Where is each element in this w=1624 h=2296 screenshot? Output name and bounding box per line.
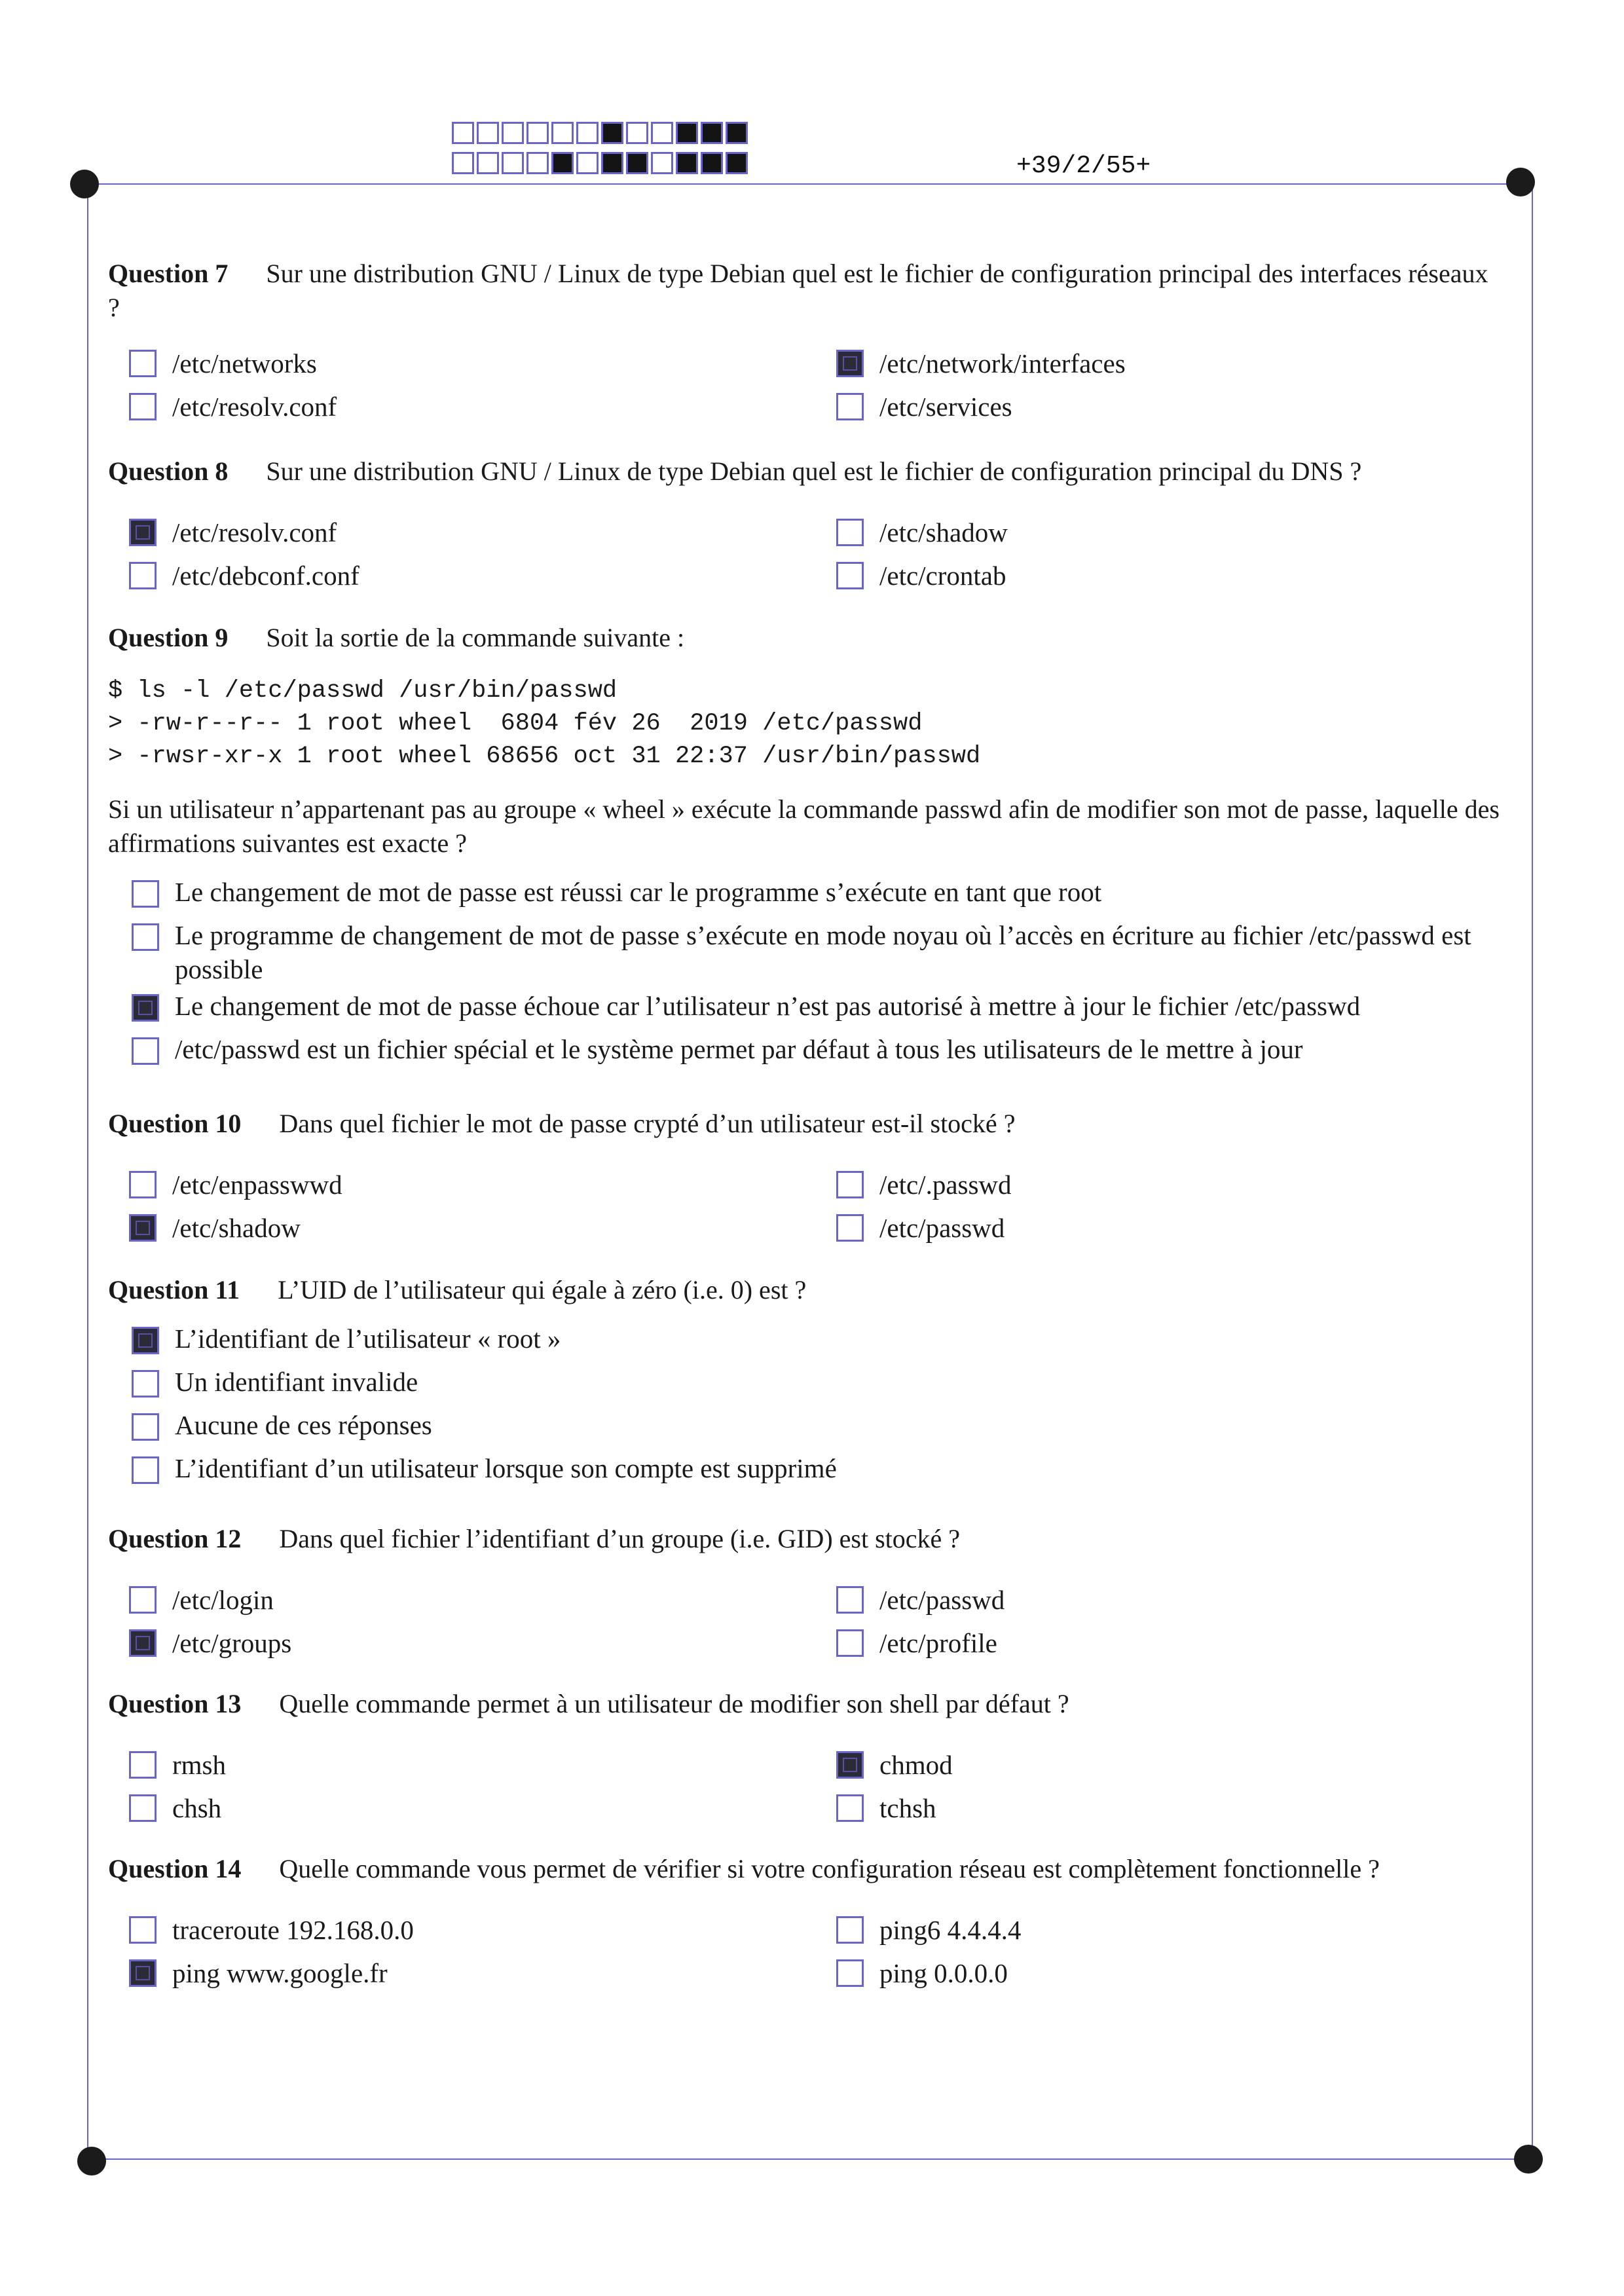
corner-mark-bottom-left [77, 2147, 106, 2176]
answer-label: /etc/crontab [879, 561, 1006, 591]
answer-label: L’identifiant de l’utilisateur « root » [175, 1324, 561, 1354]
question-paragraph: Si un utilisateur n’appartenant pas au groupe « wheel » exécute la commande passwd afin de modifier son mot de passe, laquelle des affirmations suivantes est exacte ? [108, 794, 1500, 858]
answer-option[interactable] [836, 1621, 997, 1665]
barcode-cell [477, 122, 499, 144]
answer-label: /etc/enpasswwd [172, 1170, 342, 1200]
question-label: Question 12 [108, 1524, 242, 1553]
answer-checkbox[interactable] [836, 1171, 864, 1198]
barcode-cell [601, 152, 623, 174]
question-label: Question 11 [108, 1275, 240, 1305]
answer-checkbox[interactable] [129, 1751, 157, 1779]
question-10 [108, 1107, 1503, 1255]
question-label: Question 13 [108, 1689, 242, 1718]
answer-checkbox[interactable] [836, 1959, 864, 1987]
barcode-cell [576, 122, 599, 144]
answer-option[interactable] [129, 1621, 291, 1665]
answer-label: traceroute 192.168.0.0 [172, 1915, 414, 1945]
question-label: Question 8 [108, 456, 229, 486]
barcode-cell [676, 152, 698, 174]
page-code: +39/2/55+ [1016, 152, 1151, 180]
answer-label: Le programme de changement de mot de passe s’exécute en mode noyau où l’accès en écriture au fichier /etc/passwd est possible [175, 920, 1471, 984]
answer-option[interactable] [129, 385, 337, 428]
code-line: > -rw-r--r-- 1 root wheel 6804 fév 26 2019 /etc/passwd [108, 710, 923, 737]
question-11 [108, 1273, 1503, 1494]
question-header [108, 1107, 1503, 1141]
answer-label: /etc/.passwd [879, 1170, 1012, 1200]
answer-label: /etc/resolv.conf [172, 517, 337, 547]
answer-label: chmod [879, 1750, 953, 1780]
answer-checkbox[interactable] [132, 923, 159, 951]
answer-option[interactable] [132, 875, 1494, 916]
answer-checkbox[interactable] [129, 1629, 157, 1657]
barcode-cell [452, 122, 474, 144]
answer-checkbox[interactable] [132, 994, 159, 1022]
question-text: Sur une distribution GNU / Linux de type Debian quel est le fichier de configuration principal du DNS ? [266, 456, 1362, 486]
code-line: > -rwsr-xr-x 1 root wheel 68656 oct 31 22:37 /usr/bin/passwd [108, 743, 981, 770]
question-header [108, 1852, 1503, 1886]
answer-checkbox[interactable] [836, 1214, 864, 1242]
answer-label: /etc/network/interfaces [879, 348, 1126, 379]
barcode-cell [701, 152, 723, 174]
question-12 [108, 1522, 1503, 1670]
answer-label: ping6 4.4.4.4 [879, 1915, 1022, 1945]
answer-checkbox[interactable] [132, 1456, 159, 1484]
answer-checkbox[interactable] [129, 1586, 157, 1614]
answer-option[interactable] [836, 1743, 953, 1787]
answer-label: /etc/shadow [879, 517, 1008, 547]
answer-label: /etc/passwd [879, 1213, 1005, 1243]
answer-checkbox[interactable] [132, 1037, 159, 1065]
answer-checkbox[interactable] [836, 1751, 864, 1779]
barcode-cell [452, 152, 474, 174]
answer-checkbox[interactable] [132, 880, 159, 908]
answer-option[interactable] [836, 1206, 1005, 1250]
question-header [108, 454, 1503, 489]
question-9 [108, 621, 1503, 1075]
answer-checkbox[interactable] [836, 519, 864, 546]
answer-option[interactable] [836, 511, 1008, 554]
answer-label: chsh [172, 1793, 222, 1823]
question-header [108, 1687, 1503, 1721]
answer-checkbox[interactable] [129, 519, 157, 546]
answer-checkbox[interactable] [836, 562, 864, 589]
answer-checkbox[interactable] [129, 562, 157, 589]
question-text: L’UID de l’utilisateur qui égale à zéro (i.e. 0) est ? [278, 1275, 807, 1305]
answer-label: Le changement de mot de passe est réussi car le programme s’exécute en tant que root [175, 877, 1102, 907]
question-8 [108, 454, 1503, 602]
answer-checkbox[interactable] [836, 1916, 864, 1944]
answer-label: /etc/profile [879, 1628, 997, 1658]
answer-option[interactable] [836, 554, 1006, 597]
answer-option[interactable] [836, 1787, 936, 1830]
answer-option[interactable] [836, 385, 1012, 428]
question-label: Question 14 [108, 1854, 242, 1883]
barcode-cell [726, 122, 748, 144]
barcode-cell [502, 152, 524, 174]
answer-label: /etc/networks [172, 348, 317, 379]
barcode-cell [502, 122, 524, 144]
answer-option[interactable] [132, 1451, 1494, 1492]
answer-label: rmsh [172, 1750, 226, 1780]
answer-option[interactable] [129, 1206, 301, 1250]
answer-option[interactable] [836, 1578, 1005, 1621]
answer-option[interactable] [129, 342, 317, 385]
answer-checkbox[interactable] [132, 1413, 159, 1441]
answer-checkbox[interactable] [129, 393, 157, 420]
answer-label: /etc/services [879, 392, 1012, 422]
answer-option[interactable] [132, 1408, 1494, 1449]
corner-mark-top-right [1506, 168, 1535, 196]
question-7 [108, 257, 1503, 434]
answer-label: Aucune de ces réponses [175, 1410, 432, 1440]
barcode-cell [651, 122, 673, 144]
barcode-cell [601, 122, 623, 144]
page-barcode-row-1 [452, 122, 748, 144]
barcode-cell [576, 152, 599, 174]
barcode-cell [701, 122, 723, 144]
answer-option[interactable] [129, 1578, 274, 1621]
barcode-cell [551, 122, 574, 144]
answer-option[interactable] [132, 918, 1494, 986]
corner-mark-bottom-right [1514, 2145, 1543, 2174]
answer-checkbox[interactable] [129, 1959, 157, 1987]
answer-option[interactable] [129, 1908, 414, 1952]
question-text: Dans quel fichier le mot de passe crypté d’un utilisateur est-il stocké ? [279, 1109, 1016, 1138]
answer-label: Un identifiant invalide [175, 1367, 418, 1397]
answer-label: tchsh [879, 1793, 936, 1823]
barcode-cell [526, 152, 549, 174]
corner-mark-top-left [70, 170, 99, 198]
question-14 [108, 1852, 1503, 2000]
answer-label: Le changement de mot de passe échoue car l’utilisateur n’est pas autorisé à mettre à jour le fichier /etc/passwd [175, 991, 1361, 1021]
answer-checkbox[interactable] [129, 350, 157, 377]
answer-option[interactable] [836, 1908, 1021, 1952]
answer-option[interactable] [132, 1032, 1494, 1073]
answer-option[interactable] [132, 1365, 1494, 1405]
answer-label: L’identifiant d’un utilisateur lorsque son compte est supprimé [175, 1453, 837, 1483]
answer-label: ping 0.0.0.0 [879, 1958, 1008, 1988]
question-label: Question 9 [108, 623, 229, 652]
answer-checkbox[interactable] [836, 1794, 864, 1822]
answer-label: ping www.google.fr [172, 1958, 388, 1988]
answer-checkbox[interactable] [129, 1916, 157, 1944]
barcode-cell [551, 152, 574, 174]
barcode-cell [726, 152, 748, 174]
answer-label: /etc/shadow [172, 1213, 301, 1243]
answer-option[interactable] [836, 1163, 1012, 1206]
barcode-cell [626, 122, 648, 144]
answer-option[interactable] [836, 342, 1126, 385]
answer-label: /etc/debconf.conf [172, 561, 360, 591]
answer-label: /etc/login [172, 1585, 274, 1615]
answer-label: /etc/passwd [879, 1585, 1005, 1615]
answer-option[interactable] [132, 989, 1494, 1029]
answer-checkbox[interactable] [836, 1586, 864, 1614]
question-header [108, 257, 1503, 325]
answer-checkbox[interactable] [132, 1370, 159, 1398]
answer-checkbox[interactable] [836, 393, 864, 420]
question-label: Question 10 [108, 1109, 242, 1138]
question-text: Dans quel fichier l’identifiant d’un groupe (i.e. GID) est stocké ? [279, 1524, 961, 1553]
answer-option[interactable] [836, 1952, 1008, 1995]
answer-option[interactable] [129, 1787, 221, 1830]
answer-checkbox[interactable] [129, 1794, 157, 1822]
answer-option[interactable] [129, 1952, 388, 1995]
question-text: Quelle commande permet à un utilisateur de modifier son shell par défaut ? [279, 1689, 1069, 1718]
answer-option[interactable] [129, 554, 360, 597]
question-text: Quelle commande vous permet de vérifier si votre configuration réseau est complètement fonctionnelle ? [279, 1854, 1380, 1883]
page-barcode-row-2 [452, 152, 748, 174]
command-output [108, 675, 1503, 773]
answer-label: /etc/passwd est un fichier spécial et le système permet par défaut à tous les utilisateurs de le mettre à jour [175, 1034, 1303, 1064]
barcode-cell [626, 152, 648, 174]
question-header [108, 1273, 1503, 1307]
answer-checkbox[interactable] [836, 350, 864, 377]
answer-checkbox[interactable] [132, 1327, 159, 1354]
question-text: Soit la sortie de la commande suivante : [266, 623, 685, 652]
answer-label: /etc/groups [172, 1628, 292, 1658]
answer-checkbox[interactable] [836, 1629, 864, 1657]
barcode-cell [526, 122, 549, 144]
barcode-cell [676, 122, 698, 144]
question-text: Sur une distribution GNU / Linux de type Debian quel est le fichier de configuration principal des interfaces réseaux ? [108, 259, 1488, 322]
question-header [108, 621, 1503, 655]
answer-option[interactable] [132, 1322, 1494, 1362]
answer-checkbox[interactable] [129, 1171, 157, 1198]
answer-option[interactable] [129, 511, 337, 554]
question-13 [108, 1687, 1503, 1835]
barcode-cell [651, 152, 673, 174]
answer-label: /etc/resolv.conf [172, 392, 337, 422]
answer-checkbox[interactable] [129, 1214, 157, 1242]
code-line: $ ls -l /etc/passwd /usr/bin/passwd [108, 677, 618, 705]
barcode-cell [477, 152, 499, 174]
question-label: Question 7 [108, 259, 229, 288]
answer-option[interactable] [129, 1743, 226, 1787]
answer-option[interactable] [129, 1163, 342, 1206]
question-header [108, 1522, 1503, 1556]
